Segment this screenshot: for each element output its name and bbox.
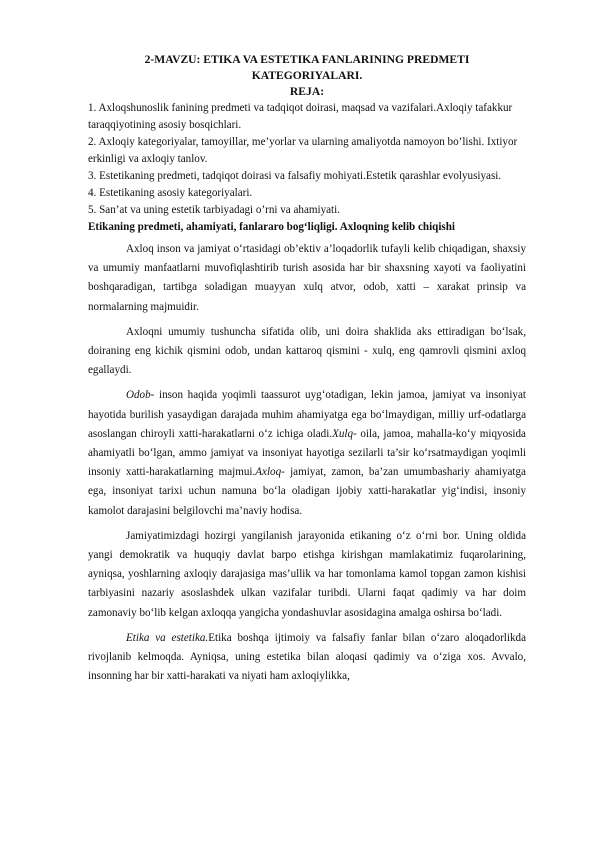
term-axloq: Axloq-	[255, 466, 285, 479]
paragraph-definitions	[88, 386, 526, 520]
definition-text: inson haqida yoqimli taassurot uyg‘otadigan, lekin jamoa, jamiyat va insoniyat hayotida burilish yasaydigan darajada muhim ahamiyatga ega bo‘lmaydigan, milliy urf-odatlarga asoslangan chiroyli xatti-harakatlarni o‘z ichiga oladi.	[88, 389, 526, 440]
plan-list	[88, 100, 526, 219]
definition-text: jamiyat, zamon, ba’zan umumbashariy ahamiyatga ega, insoniyat tarixi uchun namuna bo‘la oladigan ijobiy xatti-harakatlar yig‘indisi, insoniy kamolot darajasini belgilovchi ma’naviy hodisa.	[88, 466, 526, 517]
paragraph: Axloq inson va jamiyat o‘rtasidagi ob’ektiv a’loqadorlik tufayli kelib chiqadigan, shaxsiy va umumiy manfaatlarni muvofiqlashtirib turish asosida har bir shaxsning xayoti va faoliyatini boshqaradigan, tartibga soladigan muayyan xulq atvor, odob, xatti – xarakat prinsip va normalarning majmuidir.	[88, 243, 526, 313]
section-heading: Etikaning predmeti, ahamiyati, fanlararo bog‘liqligi. Axloqning kelib chiqishi	[88, 221, 455, 233]
paragraph: Jamiyatimizdagi hozirgi yangilanish jarayonida etikaning o‘z o‘rni bor. Uning oldida yangi demokratik va huquqiy davlat barpo etishga kirishgan mamlakatimiz fuqarolarining, ayniqsa, yoshlarning axloqiy darajasiga mas’ullik va har tomonlama kamol topgan zamon kishisi tarbiyasini nazariy asoslashdek ulkan vazifalar turibdi. Ularni faqat qadimiy va har doim zamonaviy bo‘lib kelgan axloqqa yangicha yondashuvlar asosidagina amalga oshirsa bo‘ladi.	[88, 529, 526, 619]
plan-item: 5. San’at va uning estetik tarbiyadagi o’rni va ahamiyati.	[88, 204, 340, 216]
paragraph: Axloqni umumiy tushuncha sifatida olib, uni doira shaklida aks ettiradigan bo‘lsak, doiraning eng kichik qismini odob, undan kattaroq qismini - xulq, eng qamrovli qismini axloq egallaydi.	[88, 325, 526, 377]
document-title: 2-MAVZU: ETIKA VA ESTETIKA FANLARINING PREDMETI KATEGORIYALARI.	[144, 53, 470, 82]
term-odob: Odob-	[126, 389, 155, 402]
plan-item: 3. Estetikaning predmeti, tadqiqot doirasi va falsafiy mohiyati.Estetik qarashlar evolyusiyasi.	[88, 170, 502, 182]
definition-text: oila, jamoa, mahalla-ko‘y miqyosida ahamiyatli bo‘lgan, ammo jamiyat va insoniyat hayotiga sezilarli ta’sir ko‘rsatmaydigan yoqimli insoniy xatti-harakatlarning majmui.	[88, 427, 526, 479]
plan-item: 1. Axloqshunoslik fanining predmeti va tadqiqot doirasi, maqsad va vazifalari.Axloqiy tafakkur taraqqiyotining asosiy bosqichlari.	[88, 102, 513, 131]
document-page	[88, 52, 526, 692]
plan-item: 2. Axloqiy kategoriyalar, tamoyillar, me’yorlar va ularning amaliyotda namoyon bo’lishi. Ixtiyor erkinligi va axloqiy tanlov.	[88, 136, 518, 165]
plan-heading: REJA:	[289, 85, 325, 98]
term-xulq: Xulq-	[332, 427, 357, 440]
term-etika-estetika: Etika va estetika.	[126, 631, 209, 644]
plan-item: 4. Estetikaning asosiy kategoriyalari.	[88, 187, 253, 199]
paragraph-etika-estetika	[88, 629, 526, 687]
paragraph-text: Etika boshqa ijtimoiy va falsafiy fanlar bilan o‘zaro aloqadorlikda rivojlanib kelmoqda. Ayniqsa, uning estetika bilan aloqasi qadimiy va o‘ziga xos. Avvalo, insonning har bir xatti-harakati va niyati ham axloqiylikka,	[88, 631, 526, 683]
